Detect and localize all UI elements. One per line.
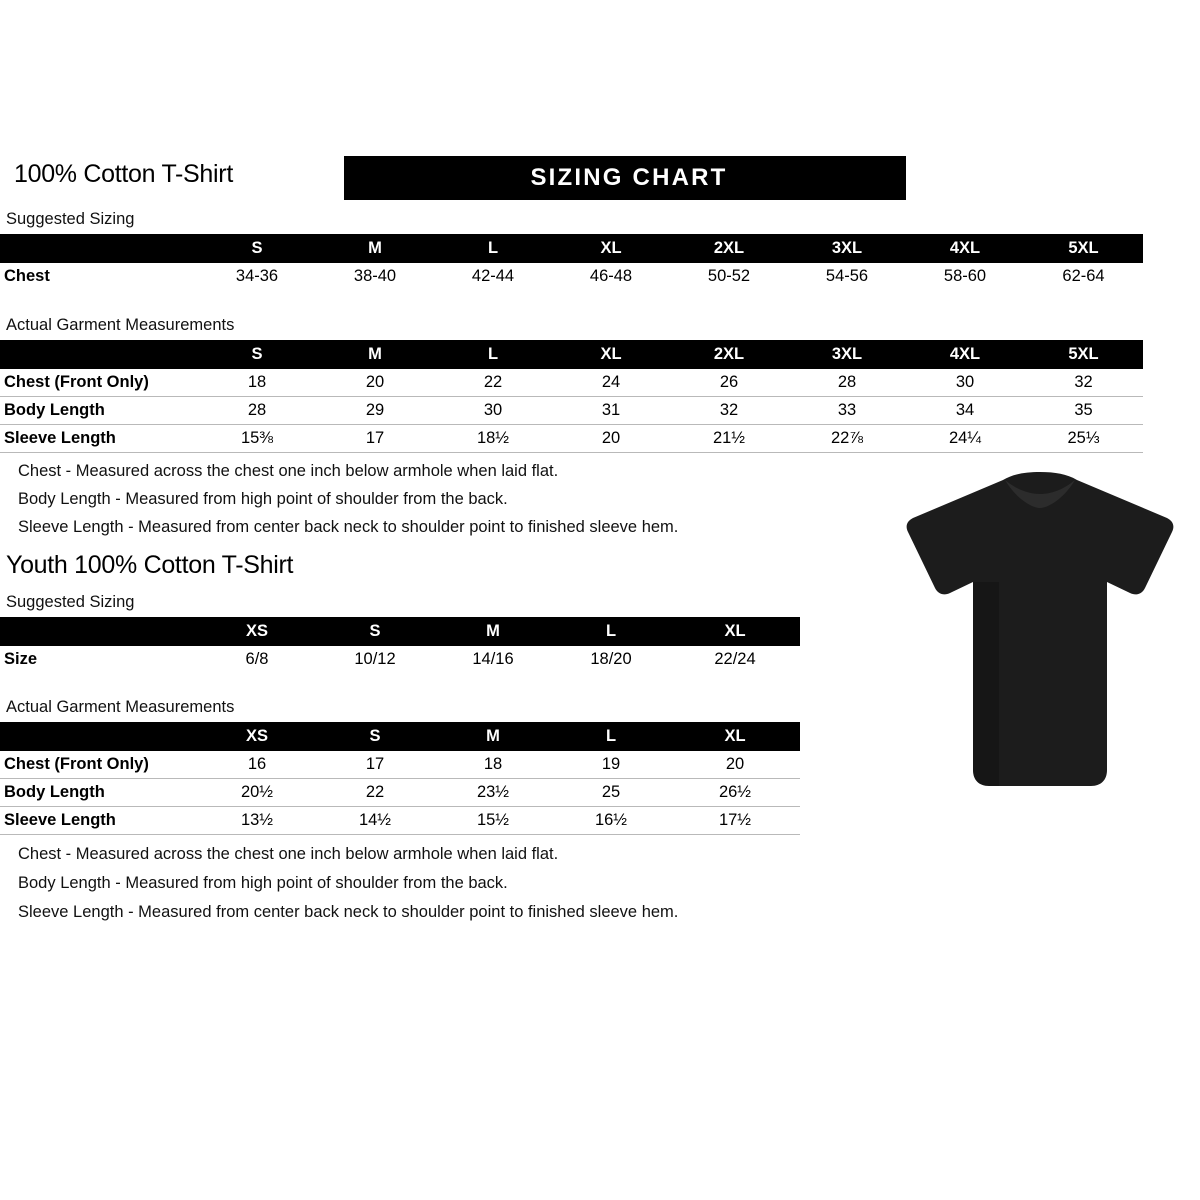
table-row xyxy=(0,751,800,779)
cell: 20 xyxy=(670,751,800,779)
table-row xyxy=(0,397,1143,425)
youth-suggested-sizing-table xyxy=(0,617,800,673)
page-title: 100% Cotton T-Shirt xyxy=(14,160,233,188)
cell: 28 xyxy=(788,369,906,397)
col-header: M xyxy=(434,617,552,646)
col-header: L xyxy=(552,617,670,646)
adult-note-sleeve-length: Sleeve Length - Measured from center back neck to shoulder point to finished sleeve hem. xyxy=(18,518,679,536)
col-header: S xyxy=(316,722,434,751)
cell: 18 xyxy=(198,369,316,397)
cell: 33 xyxy=(788,397,906,425)
cell: 25 xyxy=(552,779,670,807)
cell: 22 xyxy=(316,779,434,807)
cell: 30 xyxy=(434,397,552,425)
sizing-chart-banner-label: SIZING CHART xyxy=(530,164,728,191)
row-label: Body Length xyxy=(0,397,198,425)
youth-suggested-sizing-label: Suggested Sizing xyxy=(6,593,135,611)
table-row xyxy=(0,263,1143,290)
cell: 15½ xyxy=(434,807,552,835)
cell: 22⅞ xyxy=(788,425,906,453)
col-header: XL xyxy=(670,617,800,646)
table-row xyxy=(0,779,800,807)
col-header: XL xyxy=(552,340,670,369)
row-label: Sleeve Length xyxy=(0,425,198,453)
col-header: M xyxy=(316,234,434,263)
cell: 42-44 xyxy=(471,267,515,285)
col-header: XL xyxy=(670,722,800,751)
cell: 6/8 xyxy=(245,650,269,668)
col-header: XS xyxy=(198,722,316,751)
col-header xyxy=(0,234,198,263)
cell: 38-40 xyxy=(353,267,397,285)
cell: 10/12 xyxy=(354,650,396,668)
col-header: XS xyxy=(198,617,316,646)
cell: 16 xyxy=(198,751,316,779)
row-label: Chest (Front Only) xyxy=(0,751,198,779)
cell: 19 xyxy=(552,751,670,779)
row-label: Sleeve Length xyxy=(0,807,198,835)
cell: 20½ xyxy=(198,779,316,807)
adult-actual-measurements-label: Actual Garment Measurements xyxy=(6,316,235,334)
col-header: M xyxy=(316,340,434,369)
col-header: 3XL xyxy=(788,234,906,263)
cell: 28 xyxy=(198,397,316,425)
cell: 23½ xyxy=(434,779,552,807)
col-header: XL xyxy=(552,234,670,263)
col-header xyxy=(0,722,198,751)
table-row xyxy=(0,807,800,835)
col-header: S xyxy=(198,340,316,369)
cell: 32 xyxy=(670,397,788,425)
youth-note-sleeve-length: Sleeve Length - Measured from center back neck to shoulder point to finished sleeve hem. xyxy=(18,903,679,921)
t-shirt-illustration xyxy=(895,470,1185,810)
cell: 15⅜ xyxy=(198,425,316,453)
cell: 54-56 xyxy=(825,267,869,285)
table-header-row xyxy=(0,234,1143,263)
cell: 34-36 xyxy=(235,267,279,285)
row-label: Chest xyxy=(4,267,50,285)
cell: 25⅓ xyxy=(1024,425,1143,453)
col-header: 2XL xyxy=(670,340,788,369)
cell: 21½ xyxy=(670,425,788,453)
col-header: 4XL xyxy=(906,234,1024,263)
youth-note-chest: Chest - Measured across the chest one inch below armhole when laid flat. xyxy=(18,845,559,863)
table-header-row xyxy=(0,722,800,751)
col-header: L xyxy=(434,340,552,369)
cell: 16½ xyxy=(552,807,670,835)
cell: 24 xyxy=(552,369,670,397)
cell: 13½ xyxy=(198,807,316,835)
col-header: S xyxy=(198,234,316,263)
adult-note-chest: Chest - Measured across the chest one inch below armhole when laid flat. xyxy=(18,462,559,480)
table-row xyxy=(0,425,1143,453)
table-header-row xyxy=(0,617,800,646)
col-header: M xyxy=(434,722,552,751)
cell: 30 xyxy=(906,369,1024,397)
cell: 32 xyxy=(1024,369,1143,397)
table-row xyxy=(0,369,1143,397)
cell: 20 xyxy=(552,425,670,453)
row-label: Size xyxy=(4,650,38,668)
cell: 22 xyxy=(434,369,552,397)
col-header: S xyxy=(316,617,434,646)
cell: 14/16 xyxy=(472,650,514,668)
adult-suggested-sizing-table xyxy=(0,234,1143,290)
cell: 14½ xyxy=(316,807,434,835)
row-label: Chest (Front Only) xyxy=(0,369,198,397)
cell: 26½ xyxy=(670,779,800,807)
cell: 24¼ xyxy=(906,425,1024,453)
cell: 62-64 xyxy=(1062,267,1105,285)
col-header: 4XL xyxy=(906,340,1024,369)
col-header: L xyxy=(552,722,670,751)
cell: 17 xyxy=(316,425,434,453)
cell: 17 xyxy=(316,751,434,779)
cell: 34 xyxy=(906,397,1024,425)
sizing-chart-banner xyxy=(344,156,906,200)
youth-note-body-length: Body Length - Measured from high point of shoulder from the back. xyxy=(18,874,508,892)
adult-note-body-length: Body Length - Measured from high point of shoulder from the back. xyxy=(18,490,508,508)
youth-actual-measurements-table xyxy=(0,722,800,835)
col-header: 2XL xyxy=(670,234,788,263)
cell: 26 xyxy=(670,369,788,397)
cell: 22/24 xyxy=(714,650,756,668)
col-header xyxy=(0,617,198,646)
col-header xyxy=(0,340,198,369)
table-row xyxy=(0,646,800,673)
table-header-row xyxy=(0,340,1143,369)
cell: 31 xyxy=(552,397,670,425)
col-header: 5XL xyxy=(1024,234,1143,263)
cell: 20 xyxy=(316,369,434,397)
youth-section-title: Youth 100% Cotton T-Shirt xyxy=(6,551,294,579)
header-row xyxy=(8,160,898,200)
row-label: Body Length xyxy=(0,779,198,807)
col-header: 3XL xyxy=(788,340,906,369)
cell: 18½ xyxy=(434,425,552,453)
col-header: 5XL xyxy=(1024,340,1143,369)
adult-suggested-sizing-label: Suggested Sizing xyxy=(6,210,135,228)
cell: 18/20 xyxy=(590,650,632,668)
youth-actual-measurements-label: Actual Garment Measurements xyxy=(6,698,235,716)
adult-actual-measurements-table xyxy=(0,340,1143,453)
cell: 58-60 xyxy=(943,267,987,285)
cell: 18 xyxy=(434,751,552,779)
col-header: L xyxy=(434,234,552,263)
cell: 46-48 xyxy=(589,267,633,285)
cell: 50-52 xyxy=(707,267,751,285)
cell: 17½ xyxy=(670,807,800,835)
cell: 29 xyxy=(316,397,434,425)
cell: 35 xyxy=(1024,397,1143,425)
